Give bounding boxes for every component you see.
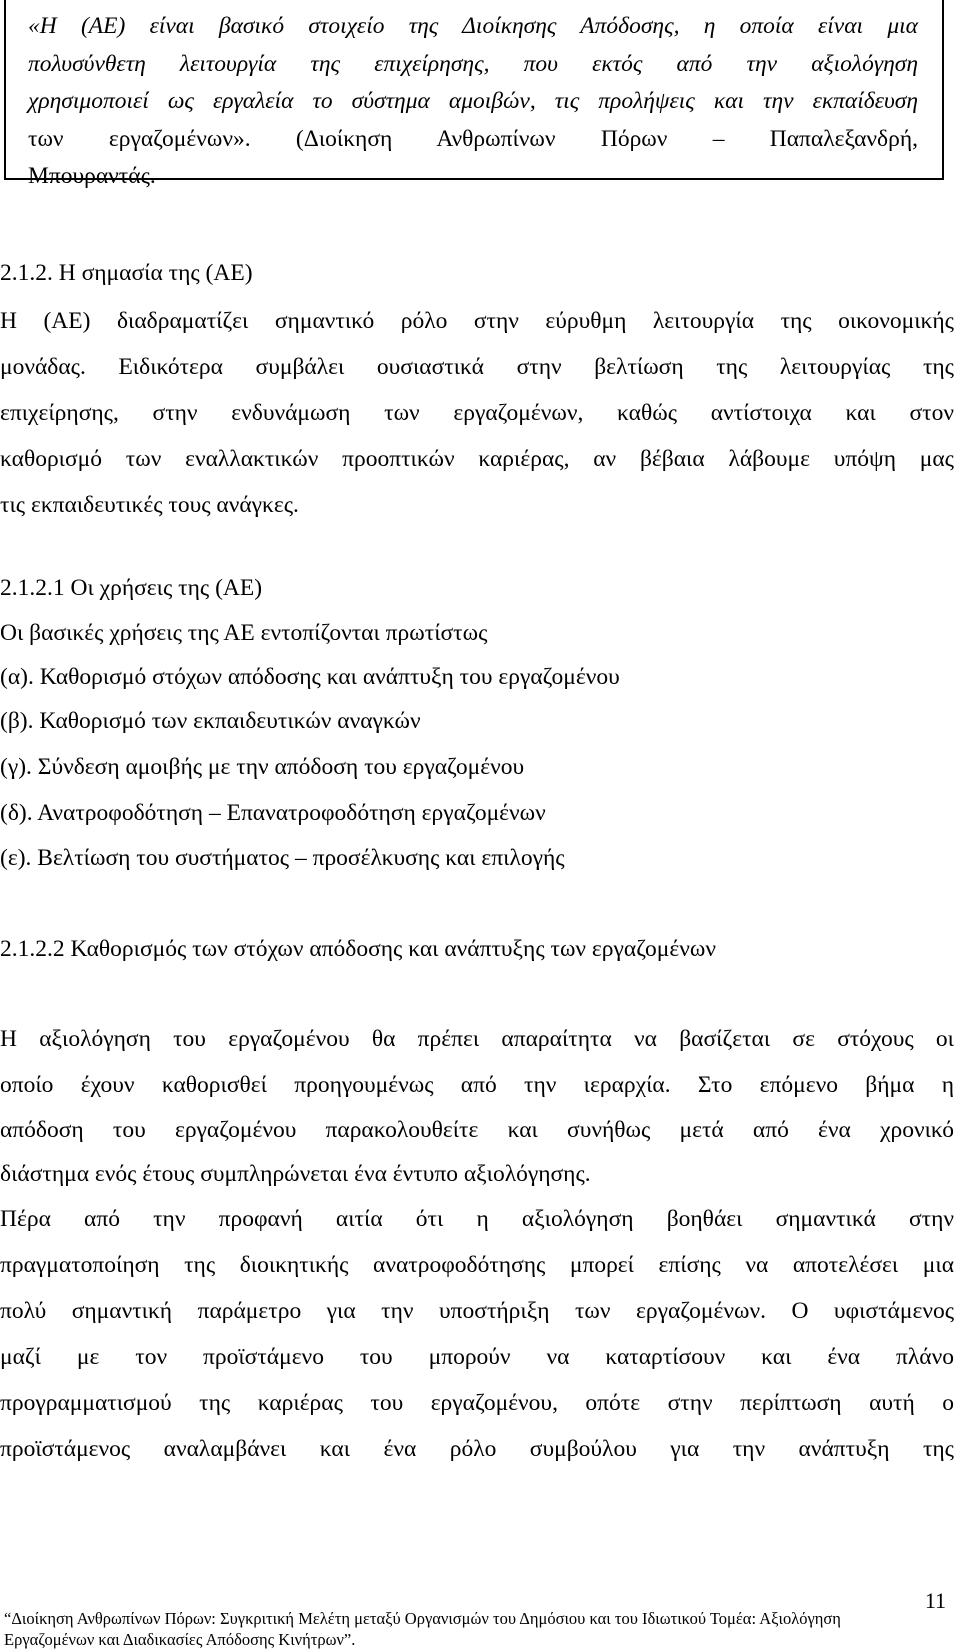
paragraph-line: απόδοση του εργαζομένου παρακολουθείτε και συνήθως μετά από ένα χρονικό <box>0 1117 954 1143</box>
quote-line: πολυσύνθετη λειτουργία της επιχείρησης, που εκτός από την αξιολόγηση <box>28 50 918 77</box>
paragraph-line: επιχείρησης, στην ενδυνάμωση των εργαζομένων, καθώς αντίστοιχα και στον <box>0 400 954 426</box>
list-item: (γ). Σύνδεση αμοιβής με την απόδοση του εργαζομένου <box>0 754 525 780</box>
subsection-heading: 2.1.2.2 Καθορισμός των στόχων απόδοσης και ανάπτυξης των εργαζομένων <box>0 936 716 962</box>
paragraph-line: Η αξιολόγηση του εργαζομένου θα πρέπει απαραίτητα να βασίζεται σε στόχους οι <box>0 1026 954 1052</box>
paragraph-line: μονάδας. Ειδικότερα συμβάλει ουσιαστικά στην βελτίωση της λειτουργίας της <box>0 354 954 380</box>
paragraph-line: προγραμματισμού της καριέρας του εργαζομένου, οπότε στην περίπτωση αυτή ο <box>0 1390 954 1416</box>
page-number: 11 <box>924 1588 946 1613</box>
list-item: (δ). Ανατροφοδότηση – Επανατροφοδότηση εργαζομένων <box>0 800 546 826</box>
quote-line: των εργαζομένων». (Διοίκηση Ανθρωπίνων Πόρων – Παπαλεξανδρή, <box>28 125 918 152</box>
section-heading: 2.1.2. Η σημασία της (ΑΕ) <box>0 260 253 286</box>
paragraph-line: προϊστάμενος αναλαμβάνει και ένα ρόλο συμβούλου για την ανάπτυξη της <box>0 1436 954 1462</box>
paragraph-line: καθορισμό των εναλλακτικών προοπτικών καριέρας, αν βέβαια λάβουμε υπόψη μας <box>0 446 954 472</box>
paragraph-line: Η (ΑΕ) διαδραματίζει σημαντικό ρόλο στην εύρυθμη λειτουργία της οικονομικής <box>0 308 954 334</box>
paragraph-line: πραγματοποίηση της διοικητικής ανατροφοδότησης μπορεί επίσης να αποτελέσει μια <box>0 1252 954 1278</box>
subsection-heading: 2.1.2.1 Οι χρήσεις της (ΑΕ) <box>0 575 263 601</box>
paragraph-line: Πέρα από την προφανή αιτία ότι η αξιολόγηση βοηθάει σημαντικά στην <box>0 1206 954 1232</box>
list-item: (ε). Βελτίωση του συστήματος – προσέλκυσης και επιλογής <box>0 845 565 871</box>
list-item: (β). Καθορισμό των εκπαιδευτικών αναγκών <box>0 708 421 734</box>
footer-citation-line: Εργαζομένων και Διαδικασίες Απόδοσης Κινήτρων”. <box>4 1630 356 1649</box>
paragraph-line: μαζί με τον προϊστάμενο του μπορούν να καταρτίσουν και ένα πλάνο <box>0 1344 954 1370</box>
paragraph-line: τις εκπαιδευτικές τους ανάγκες. <box>0 492 299 518</box>
quote-line: χρησιμοποιεί ως εργαλεία το σύστημα αμοιβών, τις προλήψεις και την εκπαίδευση <box>28 88 918 114</box>
paragraph-line: πολύ σημαντική παράμετρο για την υποστήριξη των εργαζομένων. Ο υφιστάμενος <box>0 1298 954 1324</box>
footer-citation-line: “Διοίκηση Ανθρωπίνων Πόρων: Συγκριτική Μελέτη μεταξύ Οργανισμών του Δημόσιου και του Ιδιωτικού Τομέα: Αξιολόγηση <box>4 1609 841 1628</box>
list-intro: Οι βασικές χρήσεις της ΑΕ εντοπίζονται πρωτίστως <box>0 620 488 646</box>
paragraph-line: οποίο έχουν καθορισθεί προηγουμένως από την ιεραρχία. Στο επόμενο βήμα η <box>0 1072 954 1098</box>
paragraph-line: διάστημα ενός έτους συμπληρώνεται ένα έντυπο αξιολόγησης. <box>0 1161 591 1187</box>
quote-line: Μπουραντάς. <box>28 163 156 189</box>
quote-box <box>4 0 944 189</box>
list-item: (α). Καθορισμό στόχων απόδοσης και ανάπτυξη του εργαζομένου <box>0 664 620 690</box>
quote-line: «Η (ΑΕ) είναι βασικό στοιχείο της Διοίκησης Απόδοσης, η οποία είναι μια <box>28 13 918 39</box>
